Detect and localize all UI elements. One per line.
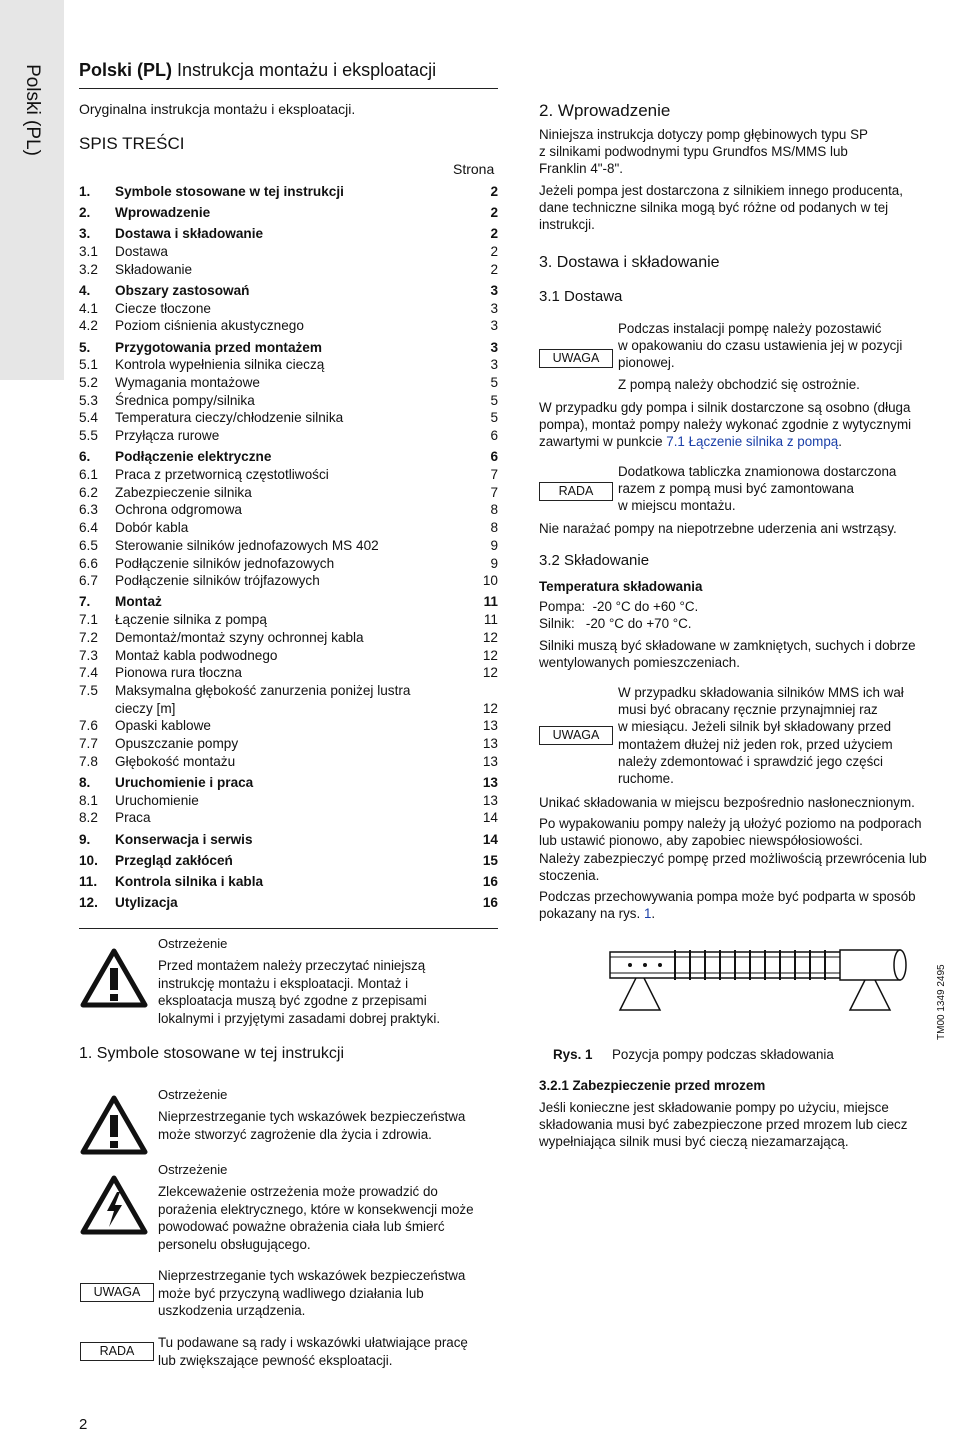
uwaga-badge: UWAGA [539, 726, 613, 745]
warn2-line: Zlekceważenie ostrzeżenia może prowadzić do [158, 1184, 438, 1199]
toc-entry[interactable] [79, 717, 498, 735]
toc-entry-title: Uruchomienie i praca [115, 775, 254, 790]
toc-entry-page: 12 [482, 647, 498, 663]
toc-entry[interactable] [79, 555, 498, 573]
toc-entry[interactable] [79, 611, 498, 629]
toc-entry-page: 10 [482, 573, 498, 589]
toc-entry-title: Obszary zastosowań [115, 283, 250, 299]
toc-entry[interactable] [79, 629, 498, 647]
toc-entry-page: 14 [482, 810, 498, 826]
toc-entry-number: 8.1 [79, 792, 98, 808]
toc-entry[interactable] [79, 392, 498, 410]
toc-entry-number: 6.7 [79, 573, 98, 589]
side-language-tab [0, 0, 64, 380]
storage-uwaga-line: musi być obracany ręcznie przynajmniej raz [618, 702, 878, 718]
toc-entry-page: 11 [483, 612, 498, 628]
toc-entry[interactable] [79, 183, 498, 201]
warning-top-line: instrukcję montażu i eksploatacji. Montaż i [158, 975, 409, 991]
toc-entry-number: 7.4 [79, 665, 98, 681]
toc-entry-title: Montaż [115, 594, 162, 610]
toc-entry-page: 13 [482, 718, 498, 734]
toc-entry-title: Wprowadzenie [115, 205, 211, 221]
warn1-line: Nieprzestrzeganie tych wskazówek bezpieczeństwa [158, 1109, 466, 1124]
toc-entry[interactable] [79, 809, 498, 827]
uwaga-text [158, 1267, 465, 1320]
pump-temp: Pompa: -20 °C do +60 °C. [539, 599, 699, 614]
toc-entry-page: 13 [482, 792, 498, 808]
toc-entry-page: 3 [490, 357, 498, 373]
rada-line: Tu podawane są rady i wskazówki ułatwiające pracę [158, 1335, 468, 1350]
toc-entry-page: 2 [490, 184, 498, 199]
toc-entry[interactable] [79, 243, 498, 261]
rada-line: lub zwiększające pewność eksploatacji. [158, 1352, 393, 1368]
uwaga-badge: UWAGA [539, 349, 613, 368]
toc-entry-page: 12 [482, 665, 498, 681]
toc-entry[interactable] [79, 682, 498, 717]
toc-entry-number: 5.3 [79, 392, 98, 408]
toc-entry-number: 1. [79, 184, 91, 199]
toc-entry[interactable] [79, 537, 498, 555]
delivery-p7-line: Podczas przechowywania pompa może być podparta w sposób [539, 889, 916, 904]
toc-entry-number: 5.1 [79, 357, 98, 373]
uwaga-line: może być przyczyną wadliwego działania lub [158, 1285, 424, 1301]
section-3-2-heading: 3.2 Składowanie [539, 552, 650, 569]
warning-top-line: Przed montażem należy przeczytać niniejszą [158, 958, 426, 973]
toc-entry-page: 3 [490, 300, 498, 316]
intro-line: z silnikami podwodnymi typu Grundfos MS/MMS lub [539, 144, 848, 160]
delivery-p3 [539, 637, 916, 671]
delivery-p6-line: stoczenia. [539, 868, 600, 884]
toc-entry-title: Zabezpieczenie silnika [115, 484, 252, 500]
toc-entry-title: Praca [115, 810, 151, 826]
toc-entry-page: 2 [490, 205, 498, 221]
rada-text [158, 1334, 468, 1369]
figure-code: TM00 1349 2495 [936, 964, 947, 1040]
toc-entry-number: 9. [79, 831, 91, 847]
link-section-7-1[interactable]: 7.1 Łączenie silnika z pompą [666, 434, 839, 450]
toc-entry[interactable] [79, 204, 498, 222]
delivery-p6-line: Należy zabezpieczyć pompę przed możliwością przewrócenia lub [539, 851, 927, 866]
warn1-text [158, 1108, 465, 1143]
toc-entry-page: 9 [490, 537, 498, 553]
toc-entry-title: Przygotowania przed montażem [115, 339, 322, 355]
toc-entry-number: 6.5 [79, 537, 98, 553]
toc-title: SPIS TREŚCI [79, 134, 185, 153]
toc-entry-title: Dostawa i składowanie [115, 226, 264, 242]
uwaga-badge: UWAGA [80, 1283, 154, 1302]
intro-line: Jeżeli pompa jest dostarczona z silnikiem innego producenta, [539, 183, 903, 198]
toc-entry[interactable] [79, 873, 498, 891]
toc-entry-page: 6 [490, 428, 498, 444]
toc-entry-title: Opaski kablowe [115, 718, 211, 734]
toc-entry[interactable] [79, 519, 498, 537]
toc-entry[interactable] [79, 852, 498, 870]
toc-entry[interactable] [79, 261, 498, 279]
toc-entry[interactable] [79, 225, 498, 243]
toc-entry[interactable] [79, 831, 498, 849]
toc-page-column-header: Strona [453, 161, 495, 177]
toc-entry-page: 2 [490, 244, 498, 260]
storage-uwaga-line: montażem dłużej niż jeden rok, przed użyciem [618, 736, 893, 752]
toc-entry[interactable] [79, 484, 498, 502]
rada-badge: RADA [539, 482, 613, 501]
toc-entry[interactable] [79, 282, 498, 300]
rada-badge: RADA [80, 1342, 154, 1361]
delivery-uwaga-text [618, 320, 902, 393]
toc-entry-page: 2 [490, 261, 498, 277]
toc-entry[interactable] [79, 448, 498, 466]
storage-uwaga-line: ruchome. [618, 771, 674, 787]
delivery-p7-post: . [651, 906, 656, 922]
toc-entry[interactable] [79, 774, 498, 792]
toc-entry-title: Montaż kabla podwodnego [115, 647, 278, 663]
delivery-p7-pre: pokazany na rys. [539, 906, 644, 922]
delivery-rada-line: Dodatkowa tabliczka znamionowa dostarczona [618, 464, 897, 479]
delivery-p2: Nie narażać pompy na niepotrzebne uderzenia ani wstrząsy. [539, 521, 897, 536]
toc-entry-page: 14 [482, 831, 498, 847]
toc-entry-page: 3 [490, 283, 498, 299]
toc-entry-page: 12 [482, 629, 498, 645]
toc-entry-number: 7.8 [79, 753, 98, 769]
toc-entry-page: 6 [490, 449, 498, 465]
toc-entry-page: 3 [490, 318, 498, 334]
storage-uwaga-text [618, 684, 904, 787]
toc-entry[interactable] [79, 374, 498, 392]
toc-entry-title: Podłączenie silników jednofazowych [115, 555, 335, 571]
delivery-uwaga-line: w opakowaniu do czasu ustawienia jej w pozycji [618, 338, 903, 354]
toc-entry-page: 12 [482, 700, 498, 716]
delivery-p8-line: Jeśli konieczne jest składowanie pompy po użyciu, miejsce [539, 1100, 889, 1115]
page-number: 2 [79, 1416, 88, 1433]
toc-entry-title: Pionowa rura tłoczna [115, 665, 242, 681]
toc-entry-title: Podłączenie elektryczne [115, 449, 272, 465]
figure-caption: Pozycja pompy podczas składowania [612, 1047, 834, 1062]
toc-entry-number: 4.1 [79, 300, 98, 316]
toc-entry-number: 3. [79, 226, 91, 242]
toc-entry-title: Podłączenie silników trójfazowych [115, 573, 320, 589]
section-3-1-heading: 3.1 Dostawa [539, 288, 623, 305]
warn2-line: powodować poważne obrażenia ciała lub śmierć [158, 1219, 445, 1234]
toc-entry-number: 2. [79, 205, 91, 221]
delivery-rada-line: w miejscu montażu. [618, 498, 736, 514]
storage-uwaga-line: W przypadku składowania silników MMS ich wał [618, 685, 904, 700]
toc-entry-number: 11. [79, 874, 98, 890]
toc-entry-title: Symbole stosowane w tej instrukcji [115, 184, 344, 199]
toc-entry[interactable] [79, 409, 498, 427]
delivery-p1-line-last [539, 433, 911, 450]
intro-line: instrukcji. [539, 217, 595, 233]
toc-entry-page: 13 [482, 753, 498, 769]
electric-shock-warning-icon [80, 1175, 148, 1235]
section-1-heading: 1. Symbole stosowane w tej instrukcji [79, 1045, 344, 1062]
storage-temp-heading: Temperatura składowania [539, 579, 703, 594]
toc-entry-number: 7. [79, 594, 91, 610]
delivery-uwaga-line: pionowej. [618, 355, 675, 371]
pump-storage-figure [600, 940, 930, 1020]
toc-entry-page: 5 [490, 392, 498, 408]
side-tab-label: Polski (PL) [22, 64, 43, 156]
warn1-label: Ostrzeżenie [158, 1087, 228, 1102]
toc-entry-number: 8. [79, 775, 91, 790]
delivery-p3-line: Silniki muszą być składowane w zamkniętych, suchych i dobrze [539, 638, 916, 653]
toc-entry-number: 3.2 [79, 261, 98, 277]
toc-entry[interactable] [79, 317, 498, 335]
toc-entry-title: Opuszczanie pompy [115, 736, 239, 752]
toc-entry-number: 5.2 [79, 375, 98, 391]
toc-entry-number: 5. [79, 339, 91, 355]
toc-entry-page: 7 [490, 484, 498, 500]
toc-entry-title: Wymagania montażowe [115, 375, 260, 391]
toc-entry-number: 6.6 [79, 555, 98, 571]
uwaga-line: uszkodzenia urządzenia. [158, 1303, 306, 1318]
toc-entry[interactable] [79, 501, 498, 519]
delivery-p5-line: Po wypakowaniu pompy należy ją ułożyć poziomo na podporach [539, 816, 922, 831]
header-title: Instrukcja montażu i eksploatacji [177, 60, 437, 80]
warn2-line: porażenia elektrycznego, które w konsekwencji może [158, 1201, 474, 1217]
toc-entry[interactable] [79, 792, 498, 810]
intro-p1 [539, 126, 868, 178]
toc-entry-number: 12. [79, 895, 98, 911]
delivery-rada-text [618, 463, 896, 515]
intro-line: Franklin 4"-8". [539, 161, 623, 177]
warn2-label: Ostrzeżenie [158, 1162, 228, 1177]
toc-entry-title: Głębokość montażu [115, 753, 236, 769]
toc-entry-page: 5 [490, 375, 498, 391]
toc-entry-title: Ochrona odgromowa [115, 502, 242, 518]
delivery-p4: Unikać składowania w miejscu bezpośrednio nasłonecznionym. [539, 795, 915, 810]
toc-entry-title: Praca z przetwornicą częstotliwości [115, 467, 329, 483]
toc-entry-title: Składowanie [115, 261, 193, 277]
link-figure-1[interactable]: 1 [643, 906, 652, 922]
toc-entry-page: 16 [482, 895, 498, 911]
storage-uwaga-line: należy zdemontować i sprawdzić jego części [618, 753, 883, 769]
toc-entry-title: Temperatura cieczy/chłodzenie silnika [115, 410, 344, 426]
toc-entry-number: 5.4 [79, 410, 98, 426]
toc-entry-title: Dobór kabla [115, 520, 189, 536]
toc-entry-number: 7.5 [79, 682, 98, 698]
delivery-p7-line-last [539, 905, 916, 922]
toc-entry-page: 8 [490, 520, 498, 536]
delivery-p8-line: składowania musi być zabezpieczone przed mrozem lub ciecz [539, 1117, 908, 1133]
toc-entry-number: 7.6 [79, 718, 98, 734]
warning-top-label: Ostrzeżenie [158, 936, 228, 951]
toc-entry-page: 15 [482, 852, 498, 868]
delivery-p5 [539, 815, 922, 849]
warn2-line: personelu obsługującego. [158, 1236, 311, 1252]
toc-entry-number: 3.1 [79, 244, 98, 260]
toc-entry[interactable] [79, 466, 498, 484]
uwaga-line: Nieprzestrzeganie tych wskazówek bezpieczeństwa [158, 1268, 466, 1283]
toc-entry[interactable] [79, 427, 498, 445]
toc-entry-number: 6. [79, 449, 91, 465]
table-of-contents [79, 183, 498, 912]
toc-entry[interactable] [79, 894, 498, 912]
toc-entry-number: 6.2 [79, 484, 98, 500]
figure-label: Rys. 1 [553, 1047, 593, 1062]
warn2-text [158, 1183, 474, 1253]
warning-top-text [158, 957, 440, 1027]
toc-entry-number: 7.2 [79, 629, 98, 645]
delivery-uwaga-extra: Z pompą należy obchodzić się ostrożnie. [618, 376, 860, 392]
delivery-p1-pre: zawartymi w punkcie [539, 434, 667, 450]
toc-entry-page: 11 [483, 594, 498, 610]
warning-top-line: lokalnymi i przyjętymi zasadami dobrej praktyki. [158, 1010, 441, 1026]
delivery-rada-line: razem z pompą musi być zamontowana [618, 481, 854, 497]
warning-top-line: eksploatacja muszą być zgodne z przepisami [158, 993, 427, 1008]
toc-entry-page: 13 [482, 775, 498, 790]
toc-entry[interactable] [79, 593, 498, 611]
toc-entry-title: Sterowanie silników jednofazowych MS 402 [115, 537, 379, 553]
toc-entry-number: 10. [79, 852, 98, 868]
toc-entry-number: 8.2 [79, 810, 98, 826]
delivery-uwaga-line: Podczas instalacji pompę należy pozostawić [618, 321, 882, 336]
toc-entry-title: Uruchomienie [115, 792, 199, 808]
toc-entry-title: Przegląd zakłóceń [115, 852, 233, 868]
page-header [79, 60, 436, 81]
delivery-p8 [539, 1099, 907, 1151]
toc-entry[interactable] [79, 572, 498, 590]
toc-entry[interactable] [79, 356, 498, 374]
toc-entry-page: 7 [490, 467, 498, 483]
delivery-p8-line: wypełniająca silnik musi być cieczą niezamarzającą. [539, 1134, 849, 1150]
toc-entry-title: Poziom ciśnienia akustycznego [115, 318, 304, 334]
toc-entry[interactable] [79, 339, 498, 357]
intro-line: dane techniczne silnika mogą być różne od podanych w tej [539, 200, 889, 216]
delivery-p1-line: W przypadku gdy pompa i silnik dostarczone są osobno (długa [539, 400, 911, 415]
toc-entry-page: 9 [490, 555, 498, 571]
toc-entry-number: 7.7 [79, 736, 98, 752]
toc-entry-page: 16 [482, 874, 498, 890]
toc-entry-title: Średnica pompy/silnika [115, 392, 255, 408]
toc-entry-number: 6.4 [79, 520, 98, 536]
intro-line: Niniejsza instrukcja dotyczy pomp głębinowych typu SP [539, 127, 868, 142]
delivery-p3-line: wentylowanych pomieszczeniach. [539, 655, 740, 671]
toc-entry-page: 3 [490, 339, 498, 355]
section-2-heading: 2. Wprowadzenie [539, 101, 671, 120]
delivery-p1-line: pompa), montaż pompy należy wykonać zgodnie z wytycznymi [539, 417, 912, 433]
delivery-p5-line: lub ustawić pionowo, aby zapobiec niewspółosiowości. [539, 833, 863, 849]
delivery-p7 [539, 888, 916, 922]
toc-entry-title: Łączenie silnika z pompą [115, 612, 267, 628]
warning-triangle-icon [80, 948, 148, 1008]
toc-bottom-rule [79, 928, 498, 929]
toc-entry-number: 6.1 [79, 467, 98, 483]
toc-entry-number: 4.2 [79, 318, 98, 334]
toc-entry-title: Utylizacja [115, 895, 178, 911]
toc-entry-title: Demontaż/montaż szyny ochronnej kabla [115, 629, 364, 645]
toc-entry[interactable] [79, 664, 498, 682]
section-3-heading: 3. Dostawa i składowanie [539, 254, 720, 271]
toc-entry[interactable] [79, 753, 498, 771]
toc-entry-page: 2 [490, 226, 498, 242]
toc-entry[interactable] [79, 735, 498, 753]
delivery-p6 [539, 850, 927, 884]
motor-temp: Silnik: -20 °C do +70 °C. [539, 616, 692, 631]
intro-p2 [539, 182, 903, 234]
toc-entry-number: 4. [79, 283, 91, 299]
warn1-line: może stworzyć zagrożenie dla życia i zdrowia. [158, 1126, 432, 1142]
toc-entry[interactable] [79, 647, 498, 665]
toc-entry-title: Kontrola silnika i kabla [115, 874, 264, 890]
toc-entry-number: 7.1 [79, 612, 98, 628]
warning-triangle-icon [80, 1095, 148, 1155]
delivery-p1 [539, 399, 911, 451]
toc-entry-title: Konserwacja i serwis [115, 831, 253, 847]
toc-entry-page: 8 [490, 502, 498, 518]
toc-entry-title: Przyłącza rurowe [115, 428, 220, 444]
toc-entry[interactable] [79, 300, 498, 318]
toc-entry-page: 5 [490, 410, 498, 426]
toc-entry-title: Kontrola wypełnienia silnika cieczą [115, 357, 325, 373]
toc-entry-number: 5.5 [79, 428, 98, 444]
storage-uwaga-line: w miesiącu. Jeżeli silnik był składowany przed [618, 719, 892, 735]
toc-entry-page: 13 [482, 736, 498, 752]
delivery-p1-post: . [838, 434, 842, 450]
toc-entry-title: Maksymalna głębokość zanurzenia poniżej lustra cieczy [m] [115, 682, 411, 716]
toc-entry-number: 7.3 [79, 647, 98, 663]
toc-entry-title: Dostawa [115, 244, 168, 260]
header-lang: Polski (PL) [79, 60, 173, 80]
original-note: Oryginalna instrukcja montażu i eksploatacji. [79, 101, 356, 117]
header-rule [79, 88, 498, 89]
section-3-2-1-heading: 3.2.1 Zabezpieczenie przed mrozem [539, 1078, 766, 1093]
toc-entry-number: 6.3 [79, 502, 98, 518]
toc-entry-title: Ciecze tłoczone [115, 300, 211, 316]
